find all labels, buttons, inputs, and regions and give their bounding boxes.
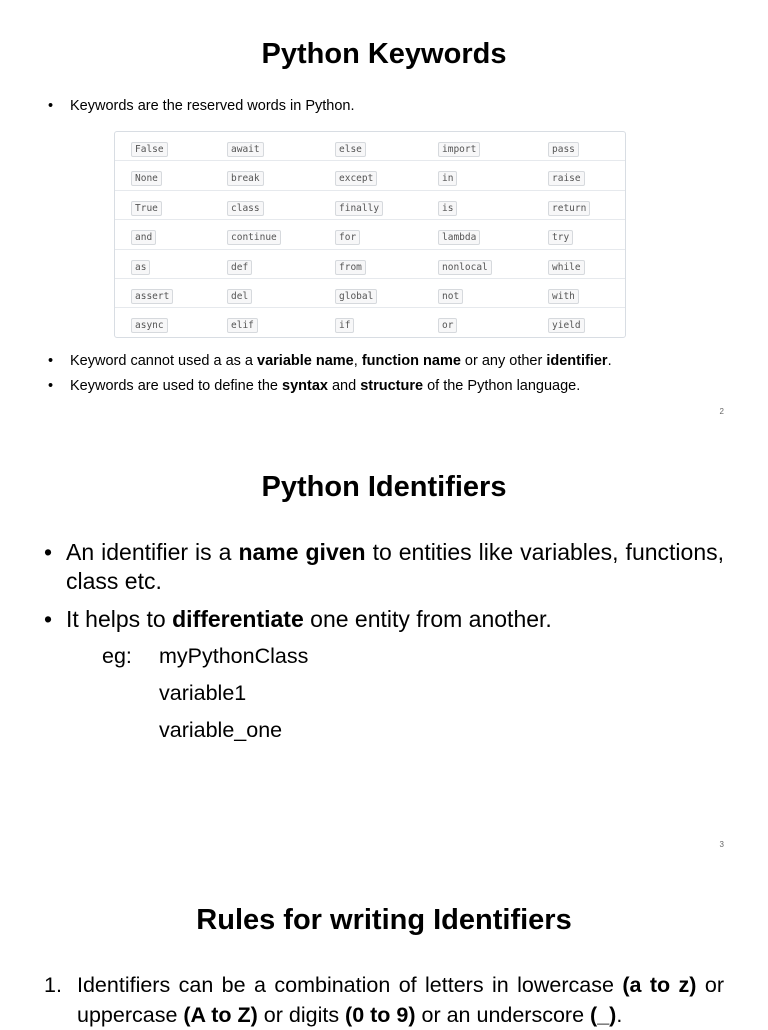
keyword-cell xyxy=(335,198,383,216)
keyword-code: class xyxy=(227,201,264,216)
keyword-code: True xyxy=(131,201,162,216)
keyword-cell xyxy=(438,315,457,333)
keyword-cell xyxy=(438,198,457,216)
keyword-code: try xyxy=(548,230,573,245)
keywords-table-row xyxy=(115,161,625,190)
keyword-code: else xyxy=(335,142,366,157)
keyword-code: await xyxy=(227,142,264,157)
keywords-table-row xyxy=(115,220,625,249)
bullet-item: • Keywords are the reserved words in Python. xyxy=(48,98,355,114)
bullet-dot-icon: • xyxy=(44,606,53,632)
keyword-code: None xyxy=(131,171,162,186)
keyword-code: or xyxy=(438,318,457,333)
keyword-cell xyxy=(335,227,360,245)
keyword-cell xyxy=(548,257,585,275)
keyword-cell xyxy=(438,168,457,186)
keyword-code: if xyxy=(335,318,354,333)
bullet-item: • It helps to differentiate one entity from another. xyxy=(44,606,552,632)
rule-number: 1. xyxy=(44,973,62,997)
keyword-cell xyxy=(335,315,354,333)
keyword-code: finally xyxy=(335,201,383,216)
keyword-cell xyxy=(335,286,377,304)
example-item: variable1 xyxy=(159,681,247,705)
keyword-cell xyxy=(131,257,150,275)
page-number: 2 xyxy=(719,407,724,416)
page-number: 3 xyxy=(719,840,724,849)
keyword-cell xyxy=(548,139,579,157)
identifiers-bullets xyxy=(44,538,724,634)
keywords-table xyxy=(114,131,626,338)
bullet-item: • Keyword cannot used a as a variable name, function name or any other identifier. xyxy=(48,353,612,369)
keyword-code: async xyxy=(131,318,168,333)
keyword-code: del xyxy=(227,289,252,304)
keyword-code: for xyxy=(335,230,360,245)
keyword-code: while xyxy=(548,260,585,275)
keyword-code: def xyxy=(227,260,252,275)
keyword-cell xyxy=(438,257,492,275)
keyword-code: break xyxy=(227,171,264,186)
keyword-code: not xyxy=(438,289,463,304)
slide-title-rules: Rules for writing Identifiers xyxy=(196,904,572,936)
keywords-table-row xyxy=(115,308,625,337)
keyword-cell xyxy=(131,168,162,186)
keyword-code: and xyxy=(131,230,156,245)
slide-title-identifiers: Python Identifiers xyxy=(261,471,507,503)
example-item: myPythonClass xyxy=(159,644,309,668)
bullet-dot-icon: • xyxy=(48,98,54,114)
keyword-cell xyxy=(227,198,264,216)
keyword-cell xyxy=(438,139,480,157)
keyword-cell xyxy=(548,198,590,216)
keyword-cell xyxy=(548,168,585,186)
bullet-dot-icon: • xyxy=(48,353,54,369)
keyword-cell xyxy=(227,139,264,157)
keyword-code: with xyxy=(548,289,579,304)
examples-label: eg: xyxy=(102,644,132,668)
keyword-cell xyxy=(227,168,264,186)
keyword-cell xyxy=(227,257,252,275)
keyword-cell xyxy=(548,286,579,304)
keywords-table-row xyxy=(115,191,625,220)
keyword-code: lambda xyxy=(438,230,480,245)
keyword-code: False xyxy=(131,142,168,157)
keyword-code: as xyxy=(131,260,150,275)
slide-title-keywords: Python Keywords xyxy=(261,38,507,70)
keyword-code: continue xyxy=(227,230,281,245)
keyword-cell xyxy=(227,286,252,304)
bullet-item: • An identifier is a name given to entities like variables, functions, class etc. xyxy=(44,539,725,594)
keyword-code: import xyxy=(438,142,480,157)
keyword-cell xyxy=(227,227,281,245)
keyword-code: assert xyxy=(131,289,173,304)
keyword-cell xyxy=(438,227,480,245)
keyword-cell xyxy=(131,286,173,304)
keyword-code: raise xyxy=(548,171,585,186)
keyword-cell xyxy=(131,227,156,245)
bullet-dot-icon: • xyxy=(48,378,54,394)
example-item: variable_one xyxy=(159,718,283,742)
rules-list xyxy=(44,970,724,1030)
keyword-cell xyxy=(335,139,366,157)
keywords-table-row xyxy=(115,279,625,308)
keyword-code: return xyxy=(548,201,590,216)
keywords-table-row xyxy=(115,132,625,161)
keyword-code: elif xyxy=(227,318,258,333)
keyword-code: global xyxy=(335,289,377,304)
keyword-code: yield xyxy=(548,318,585,333)
keyword-cell xyxy=(438,286,463,304)
keyword-code: pass xyxy=(548,142,579,157)
keyword-cell xyxy=(227,315,258,333)
keywords-table-row xyxy=(115,250,625,279)
keyword-code: is xyxy=(438,201,457,216)
keyword-cell xyxy=(548,227,573,245)
keyword-cell xyxy=(335,168,377,186)
keyword-code: nonlocal xyxy=(438,260,492,275)
rule-item: 1. Identifiers can be a combination of letters in lowercase (a to z) or uppercase (A to Z) or digits (0 to 9) or an underscore (_). xyxy=(44,970,724,1030)
keywords-notes xyxy=(48,351,738,396)
examples-list xyxy=(159,638,308,749)
keyword-cell xyxy=(131,198,162,216)
keyword-code: from xyxy=(335,260,366,275)
keywords-intro xyxy=(48,96,738,116)
keyword-code: in xyxy=(438,171,457,186)
bullet-item: • Keywords are used to define the syntax and structure of the Python language. xyxy=(48,378,581,394)
bullet-dot-icon: • xyxy=(44,539,53,565)
keyword-cell xyxy=(131,315,168,333)
keyword-cell xyxy=(131,139,168,157)
keyword-code: except xyxy=(335,171,377,186)
keyword-cell xyxy=(548,315,585,333)
keyword-cell xyxy=(335,257,366,275)
